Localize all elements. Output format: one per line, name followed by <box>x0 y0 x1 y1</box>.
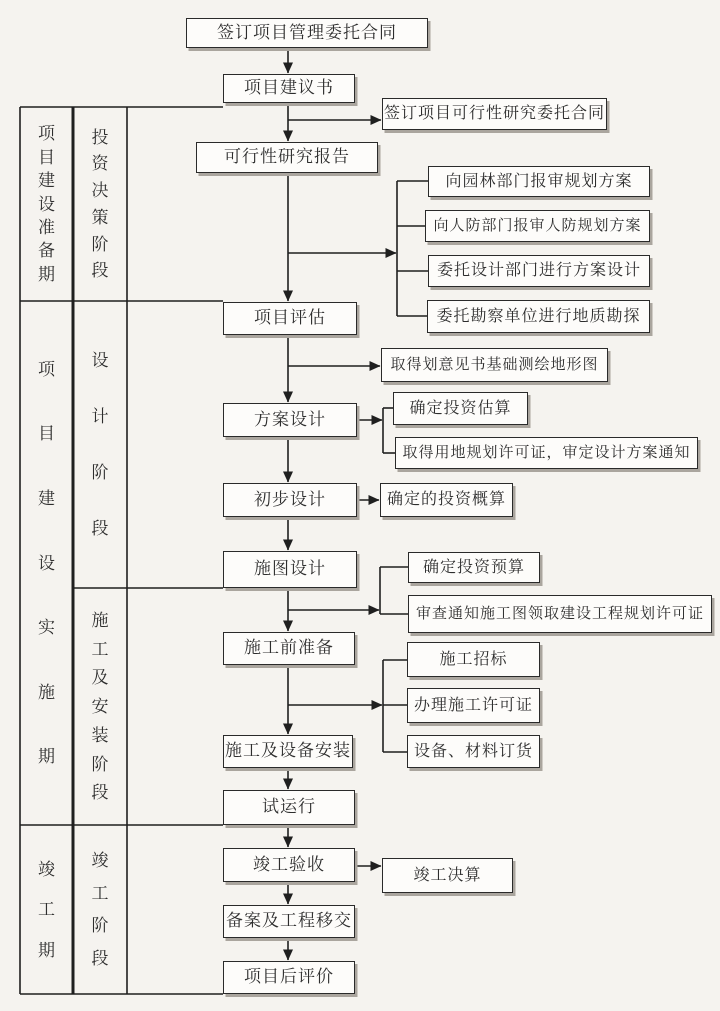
node-project-proposal <box>223 74 355 103</box>
cell-stage-investment-decision-char: 段 <box>91 261 109 281</box>
node-project-evaluation-label: 项目评估 <box>254 308 326 328</box>
cell-phase-preparation-char: 建 <box>38 171 55 191</box>
cell-phase-implementation-char: 期 <box>38 747 55 767</box>
node-obtain-topo-map <box>381 348 608 382</box>
node-equipment-order <box>407 735 540 768</box>
node-entrust-scheme-design <box>428 255 650 287</box>
cell-stage-construction-install-char: 装 <box>91 725 109 745</box>
cell-stage-completion-char: 竣 <box>91 851 109 871</box>
cell-stage-construction-install-char: 段 <box>91 783 109 803</box>
node-equipment-order-label: 设备、材料订货 <box>413 742 533 760</box>
node-investment-estimate <box>393 392 528 425</box>
node-post-evaluation-label: 项目后评价 <box>244 967 334 987</box>
node-pre-construction-prep-label: 施工前准备 <box>244 638 334 658</box>
node-report-civil-defense <box>425 210 650 242</box>
node-completion-acceptance <box>223 848 355 882</box>
node-construction-bidding <box>407 642 540 677</box>
cell-stage-investment-decision <box>73 107 127 301</box>
node-entrust-geo-survey-label: 委托勘察单位进行地质勘探 <box>436 307 641 325</box>
cell-phase-completion-char: 期 <box>38 940 55 960</box>
node-review-planning-permit-label: 审查通知施工图领取建设工程规划许可证 <box>415 605 704 622</box>
node-construction-bidding-label: 施工招标 <box>439 650 508 668</box>
node-feasibility-report <box>196 142 378 173</box>
cell-stage-investment-decision-char: 决 <box>91 181 109 201</box>
node-obtain-topo-map-label: 取得划意见书基础测绘地形图 <box>390 356 599 373</box>
node-approved-budget <box>380 483 513 517</box>
node-completion-settlement-label: 竣工决算 <box>413 866 482 884</box>
node-post-evaluation <box>223 961 355 994</box>
cell-stage-design-char: 阶 <box>91 463 109 482</box>
cell-stage-construction-install <box>73 588 127 825</box>
cell-phase-implementation-char: 施 <box>38 682 55 702</box>
cell-stage-completion-char: 阶 <box>91 916 109 936</box>
cell-phase-completion-char: 竣 <box>38 859 55 879</box>
node-land-permit <box>395 437 698 469</box>
cell-stage-completion <box>73 825 127 994</box>
node-sign-mgmt-contract-label: 签订项目管理委托合同 <box>217 22 397 42</box>
node-filing-handover-label: 备案及工程移交 <box>226 911 352 931</box>
node-investment-budget-label: 确定投资预算 <box>422 558 525 576</box>
cell-phase-preparation-char: 目 <box>38 147 55 167</box>
node-project-evaluation <box>223 302 357 335</box>
cell-stage-design <box>73 301 127 588</box>
node-sign-mgmt-contract <box>186 18 428 48</box>
node-report-civil-defense-label: 向人防部门报审人防规划方案 <box>433 217 642 234</box>
node-preliminary-design <box>223 483 357 517</box>
node-construction-install <box>223 735 353 768</box>
cell-phase-preparation-char: 设 <box>38 194 55 214</box>
node-investment-estimate-label: 确定投资估算 <box>409 399 512 417</box>
cell-phase-preparation <box>20 107 73 301</box>
node-construction-permit-label: 办理施工许可证 <box>413 696 533 714</box>
cell-phase-preparation-char: 准 <box>38 217 55 237</box>
cell-phase-implementation-char: 实 <box>38 618 55 638</box>
node-entrust-scheme-design-label: 委托设计部门进行方案设计 <box>436 262 641 280</box>
node-completion-acceptance-label: 竣工验收 <box>253 854 325 874</box>
node-sign-feasibility-contract-label: 签订项目可行性研究委托合同 <box>383 105 605 123</box>
node-land-permit-label: 取得用地规划许可证，审定设计方案通知 <box>402 444 691 461</box>
node-report-landscape-plan-label: 向园林部门报审规划方案 <box>445 172 633 190</box>
node-report-landscape-plan <box>428 166 650 197</box>
cell-stage-construction-install-char: 工 <box>91 639 109 659</box>
node-investment-budget <box>408 552 540 583</box>
node-scheme-design-label: 方案设计 <box>254 409 326 429</box>
node-project-proposal-label: 项目建议书 <box>244 78 334 98</box>
cell-stage-investment-decision-char: 策 <box>91 207 109 227</box>
cell-stage-design-char: 段 <box>91 519 109 538</box>
cell-phase-preparation-char: 备 <box>38 241 55 261</box>
node-review-planning-permit <box>408 595 712 633</box>
node-completion-settlement <box>382 858 513 893</box>
node-approved-budget-label: 确定的投资概算 <box>386 491 506 509</box>
node-entrust-geo-survey <box>427 300 650 333</box>
cell-stage-investment-decision-char: 阶 <box>91 234 109 254</box>
node-filing-handover <box>223 905 355 938</box>
cell-phase-implementation <box>20 301 73 825</box>
cell-phase-implementation-char: 设 <box>38 553 55 573</box>
node-feasibility-report-label: 可行性研究报告 <box>224 147 350 167</box>
cell-phase-implementation-char: 项 <box>38 359 55 379</box>
cell-stage-design-char: 计 <box>91 407 109 426</box>
node-construction-drawing-design <box>223 551 357 588</box>
cell-stage-construction-install-char: 及 <box>91 668 109 688</box>
node-construction-install-label: 施工及设备安装 <box>225 741 351 761</box>
node-trial-run-label: 试运行 <box>262 797 316 817</box>
cell-stage-construction-install-char: 安 <box>91 697 109 716</box>
cell-phase-preparation-char: 期 <box>38 264 55 284</box>
cell-phase-completion <box>20 825 73 994</box>
cell-stage-investment-decision-char: 资 <box>91 154 109 174</box>
node-pre-construction-prep <box>223 632 355 665</box>
cell-phase-preparation-char: 项 <box>38 124 55 144</box>
node-preliminary-design-label: 初步设计 <box>254 489 326 509</box>
node-scheme-design <box>223 403 357 437</box>
cell-phase-implementation-char: 建 <box>38 488 55 508</box>
cell-stage-construction-install-char: 阶 <box>91 754 109 774</box>
cell-stage-investment-decision-char: 投 <box>91 127 109 147</box>
node-sign-feasibility-contract <box>382 98 607 130</box>
cell-stage-construction-install-char: 施 <box>91 610 109 630</box>
cell-stage-completion-char: 段 <box>91 948 109 968</box>
cell-stage-design-char: 设 <box>91 351 109 370</box>
node-construction-drawing-design-label: 施图设计 <box>254 559 326 579</box>
cell-phase-implementation-char: 目 <box>38 424 55 444</box>
cell-phase-completion-char: 工 <box>38 900 55 919</box>
node-trial-run <box>223 790 355 825</box>
node-construction-permit <box>407 688 540 723</box>
cell-stage-completion-char: 工 <box>91 883 109 903</box>
